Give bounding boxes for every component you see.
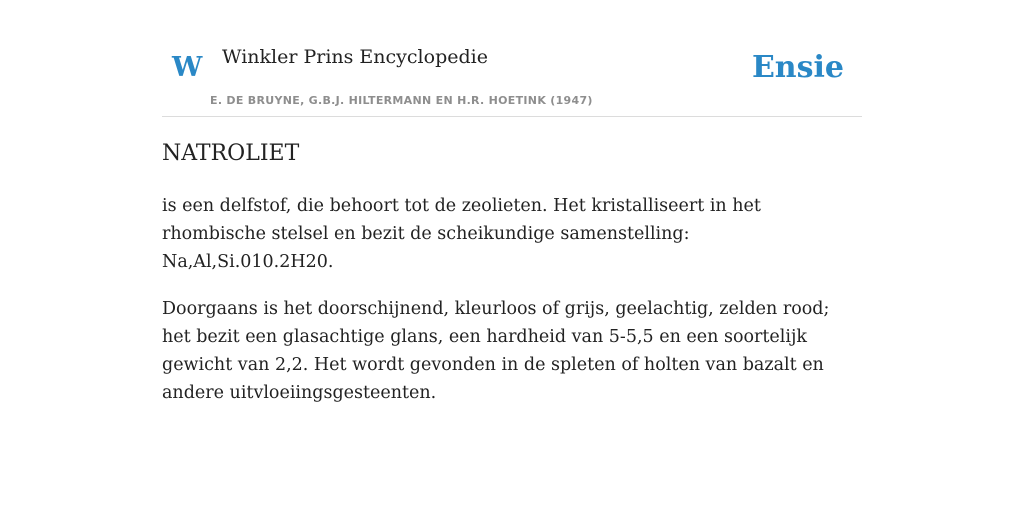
article-paragraph: is een delfstof, die behoort tot de zeolieten. Het kristalliseert in het rhombische stelsel en bezit de scheikundige samenstelling: Na,Al,Si.010.2H20.: [162, 196, 761, 272]
ensie-brand-link[interactable]: Ensie: [751, 50, 844, 85]
authors-line: E. DE BRUYNE, G.B.J. HILTERMANN EN H.R. HOETINK (1947): [210, 94, 593, 107]
entry-title: NATROLIET: [162, 141, 300, 166]
winkler-prins-logo-link[interactable]: W: [172, 52, 203, 83]
encyclopedia-title: Winkler Prins Encyclopedie: [222, 46, 488, 68]
encyclopedia-header: [162, 34, 862, 117]
article-content: [162, 138, 862, 426]
article-paragraph: Doorgaans is het doorschijnend, kleurloos of grijs, geelachtig, zelden rood; het bezit een glasachtige glans, een hardheid van 5-5,5 en een soortelijk gewicht van 2,2. Het wordt gevonden in de spleten of holten van bazalt en andere uitvloeiingsgesteenten.: [162, 299, 830, 403]
